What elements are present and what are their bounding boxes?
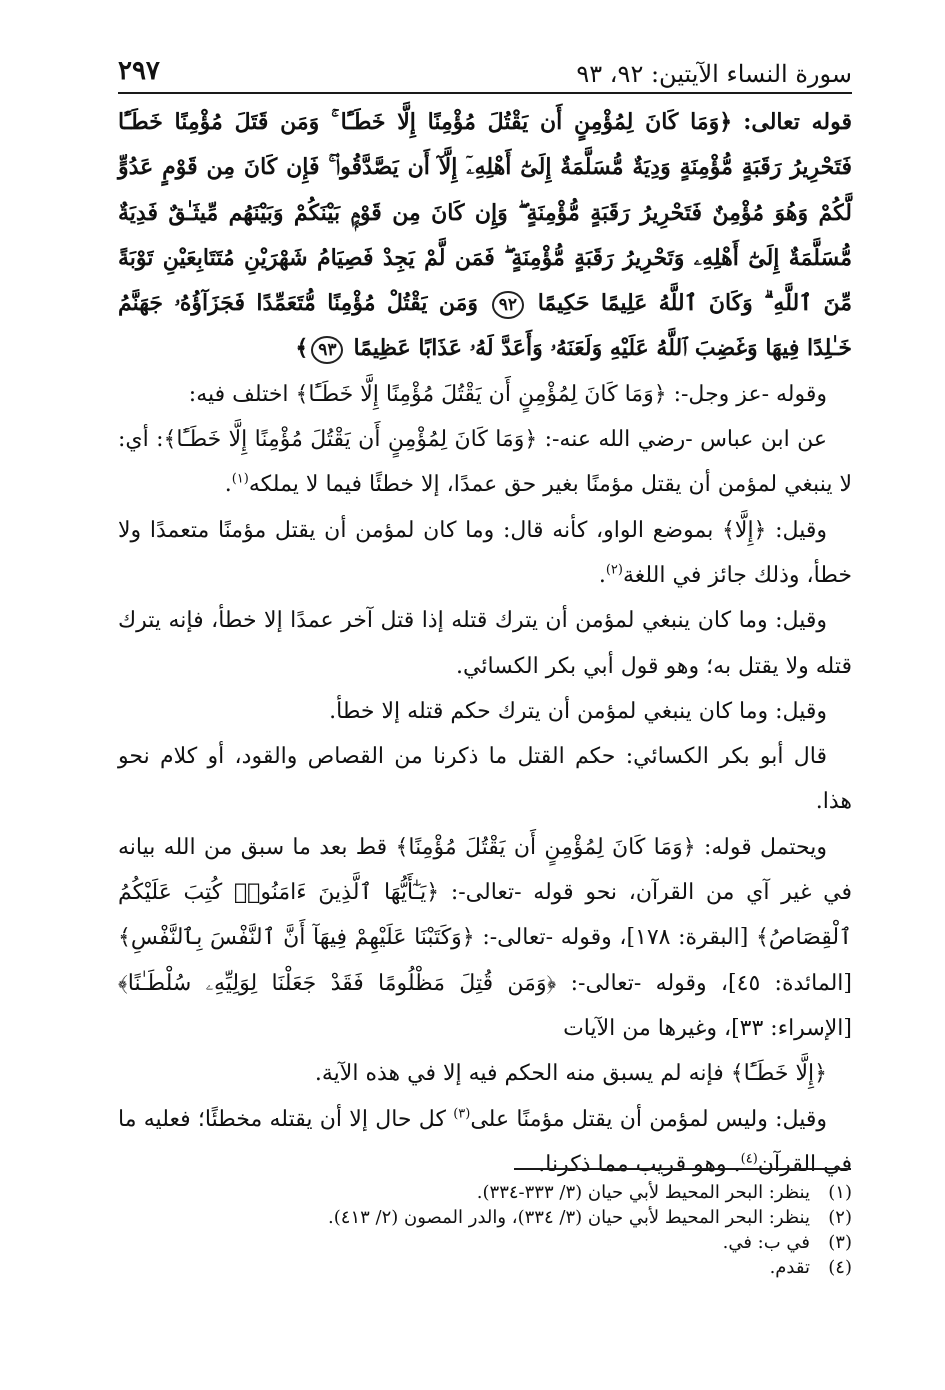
ayah-paragraph <box>118 100 852 372</box>
footnote-ref-2[interactable]: (٢) <box>605 562 623 578</box>
paragraph-5: وقيل: وما كان ينبغي لمؤمن أن يترك حكم قتله إلا خطأ. <box>329 698 827 724</box>
paragraph-3-text: وقيل: ﴿إِلَّا﴾ بموضع الواو، كأنه قال: وما كان لمؤمن أن يقتل مؤمنًا متعمدًا ولا خطأ، وذلك جائز في اللغة <box>118 517 852 588</box>
ayah-number-93: ٩٣ <box>311 336 343 364</box>
footnote-item <box>118 1180 852 1205</box>
paragraph-3-end: . <box>598 562 606 588</box>
footnote-number: (٤) <box>828 1257 852 1278</box>
paragraph-9-text-b: كل حال إلا أن يقتله مخطئًا؛ فعليه ما في القرآن <box>118 1106 852 1177</box>
ayah-text-part2: وَمَن يَقْتُلْ مُؤْمِنًا مُّتَعَمِّدًا فَجَزَآؤُهُۥ جَهَنَّمُ خَـٰلِدًا فِيهَا وَغَضِبَ ٱللَّهُ عَلَيْهِ وَلَعَنَهُۥ وَأَعَدَّ لَهُۥ عَذَابًا عَظِيمًا <box>118 290 852 362</box>
main-text <box>118 100 852 1187</box>
paragraph-9 <box>118 1097 852 1188</box>
paragraph-2 <box>118 417 852 508</box>
footnote-item <box>118 1255 852 1280</box>
footnote-item <box>118 1230 852 1255</box>
page-number: ٢٩٧ <box>118 56 160 86</box>
paragraph-8: ﴿إِلَّا خَطَـًٔا﴾ فإنه لم يسبق منه الحكم فيه إلا في هذه الآية. <box>314 1061 827 1087</box>
footnotes <box>118 1180 852 1280</box>
ayah-number-92: ٩٢ <box>492 291 524 319</box>
footnote-text: في ب: في. <box>722 1232 810 1253</box>
paragraph-9-text-a: وقيل: وليس لمؤمن أن يقتل مؤمنًا على <box>470 1106 827 1132</box>
footnote-number: (٢) <box>828 1207 852 1228</box>
ayah-text-part1: ﴿وَمَا كَانَ لِمُؤْمِنٍ أَن يَقْتُلَ مُؤْمِنًا إِلَّا خَطَـًٔا ۚ وَمَن قَتَلَ مُؤْمِنًا خَطَـًٔا فَتَحْرِيرُ رَقَبَةٍ مُّؤْمِنَةٍ وَدِيَةٌ مُّسَلَّمَةٌ إِلَىٰٓ أَهْلِهِۦٓ إِلَّآ أَن يَصَّدَّقُوا۟ ۚ فَإِن كَانَ مِن قَوْمٍ عَدُوٍّ لَّكُمْ وَهُوَ مُؤْمِنٌ فَتَحْرِيرُ رَقَبَةٍ مُّؤْمِنَةٍ ۖ وَإِن كَانَ مِن قَوْمٍۭ بَيْنَكُمْ وَبَيْنَهُم مِّيثَـٰقٌ فَدِيَةٌ مُّسَلَّمَةٌ إِلَىٰٓ أَهْلِهِۦ وَتَحْرِيرُ رَقَبَةٍ مُّؤْمِنَةٍ ۖ فَمَن لَّمْ يَجِدْ فَصِيَامُ شَهْرَيْنِ مُتَتَابِعَيْنِ تَوْبَةً مِّنَ ٱللَّهِ ۗ وَكَانَ ٱللَّهُ عَلِيمًا حَكِيمًا <box>118 109 852 317</box>
ayah-close-bracket: ﴾ <box>295 335 309 362</box>
footnote-separator <box>514 1168 851 1170</box>
ayah-lead: قوله تعالى: <box>743 109 853 135</box>
paragraph-4: وقيل: وما كان ينبغي لمؤمن أن يترك قتله إذا قتل آخر عمدًا إلا خطأ، فإنه يترك قتله ولا يقتل به؛ وهو قول أبي بكر الكسائي. <box>118 608 852 679</box>
paragraph-2-text: عن ابن عباس -رضي الله عنه-: ﴿وَمَا كَانَ لِمُؤْمِنٍ أَن يَقْتُلَ مُؤْمِنًا إِلَّا خَطَـًٔا﴾: أي: لا ينبغي لمؤمن أن يقتل مؤمنًا بغير حق عمدًا، إلا خطئًا فيما لا يملكه <box>118 427 852 498</box>
paragraph-9-text-c: . وهو قريب مما ذكرنا. <box>538 1151 741 1177</box>
paragraph-7: ويحتمل قوله: ﴿وَمَا كَانَ لِمُؤْمِنٍ أَن يَقْتُلَ مُؤْمِنًا﴾ قط بعد ما سبق من الله بيانه في غير آي من القرآن، نحو قوله -تعالى-: ﴿يَـٰٓأَيُّهَا ٱلَّذِينَ ءَامَنُوا۟ كُتِبَ عَلَيْكُمُ ٱلْقِصَاصُ﴾ [البقرة: ١٧٨]، وقوله -تعالى-: ﴿وَكَتَبْنَا عَلَيْهِمْ فِيهَآ أَنَّ ٱلنَّفْسَ بِٱلنَّفْسِ﴾ [المائدة: ٤٥]، وقوله -تعالى-: ﴿وَمَن قُتِلَ مَظْلُومًا فَقَدْ جَعَلْنَا لِوَلِيِّهِۦ سُلْطَـٰنًا﴾ [الإسراء: ٣٣]، وغيرها من الآيات <box>118 834 852 1041</box>
footnote-number: (١) <box>828 1182 852 1203</box>
footnote-item <box>118 1205 852 1230</box>
footnote-text: ينظر: البحر المحيط لأبي حيان (٣/ ٣٣٣-٣٣٤). <box>476 1182 810 1203</box>
footnote-ref-1[interactable]: (١) <box>231 472 249 488</box>
footnote-ref-4[interactable]: (٤) <box>740 1151 758 1167</box>
footnote-number: (٣) <box>828 1232 852 1253</box>
paragraph-6: قال أبو بكر الكسائي: حكم القتل ما ذكرنا من القصاص والقود، أو كلام نحو هذا. <box>118 744 852 815</box>
paragraph-2-end: . <box>224 472 232 498</box>
footnote-text: ينظر: البحر المحيط لأبي حيان (٣/ ٣٣٤)، والدر المصون (٢/ ٤١٣). <box>328 1207 810 1228</box>
footnote-ref-3[interactable]: (٣) <box>453 1106 471 1122</box>
footnote-text: تقدم. <box>769 1257 810 1278</box>
paragraph-1: وقوله -عز وجل-: ﴿وَمَا كَانَ لِمُؤْمِنٍ أَن يَقْتُلَ مُؤْمِنًا إِلَّا خَطَـًٔا﴾ اختلف فيه: <box>188 381 827 407</box>
page-header <box>118 52 852 94</box>
running-title: سورة النساء الآيتين: ٩٢، ٩٣ <box>576 60 852 88</box>
paragraph-3 <box>118 508 852 599</box>
